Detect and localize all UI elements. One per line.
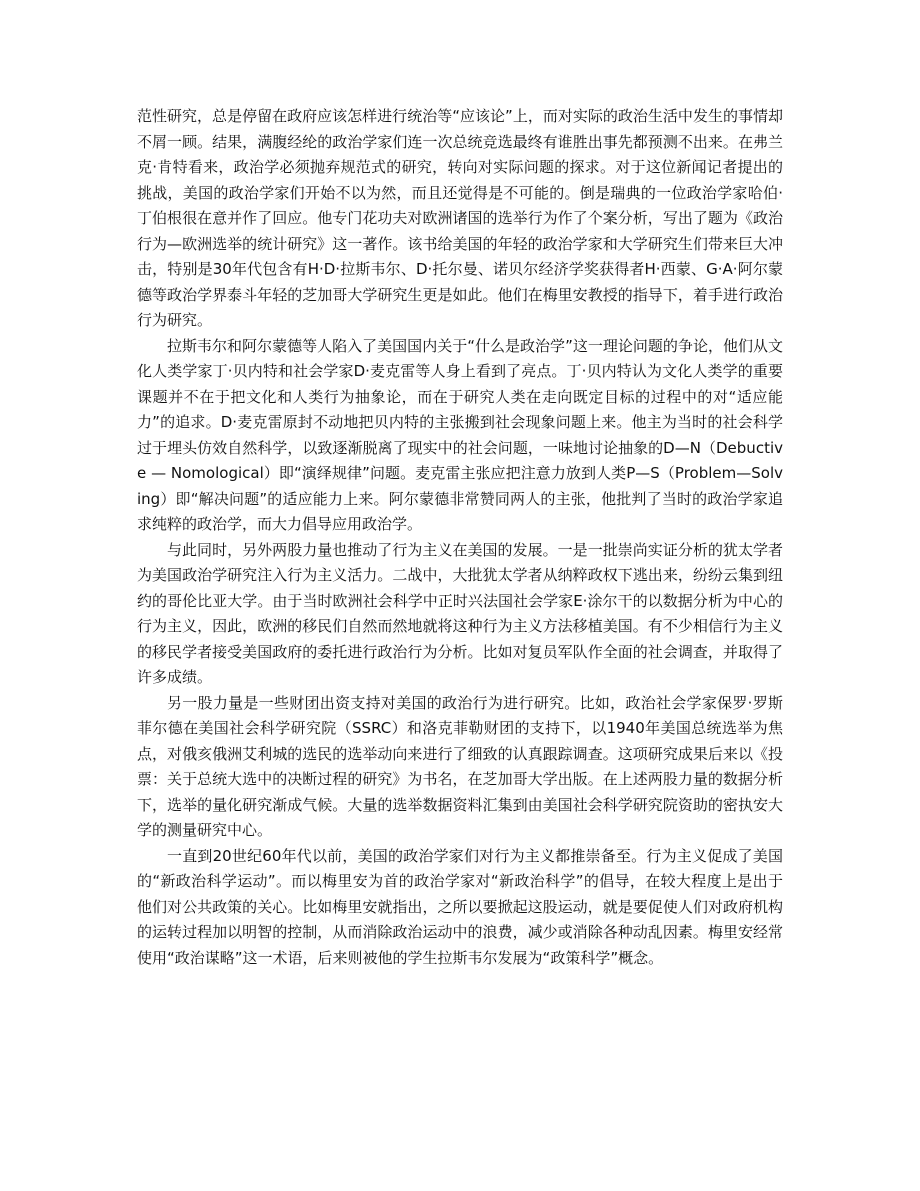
paragraph-continuation: 范性研究，总是停留在政府应该怎样进行统治等“应该论”上，而对实际的政治生活中发生的事情却不屑一顾。结果，满腹经纶的政治学家们连一次总统竞选最终有谁胜出事先都预测不出来。在弗兰克·肯特看来，政治学必须抛弃规范式的研究，转向对实际问题的探求。对于这位新闻记者提出的挑战，美国的政治学家们开始不以为然，而且还觉得是不可能的。倒是瑞典的一位政治学家哈伯·丁伯根很在意并作了回应。他专门花功夫对欧洲诸国的选举行为作了个案分析，写出了题为《政治行为—欧洲选举的统计研究》这一著作。该书给美国的年轻的政治学家和大学研究生们带来巨大冲击，特别是30年代包含有H·D·拉斯韦尔、D·托尔曼、诺贝尔经济学奖获得者H·西蒙、G·A·阿尔蒙德等政治学界泰斗年轻的芝加哥大学研究生更是如此。他们在梅里安教授的指导下，着手进行政治行为研究。 xyxy=(137,107,783,329)
paragraph-new-political-science: 一直到20世纪60年代以前，美国的政治学家们对行为主义都推崇备至。行为主义促成了美国的“新政治科学运动”。而以梅里安为首的政治学家对“新政治科学”的倡导，在较大程度上是出于他们对公共政策的关心。比如梅里安就指出，之所以要掀起这股运动，就是要促使人们对政府机构的运转过程加以明智的控制，从而消除政治运动中的浪费，减少或消除各种动乱因素。梅里安经常使用“政治谋略”这一术语，后来则被他的学生拉斯韦尔发展为“政策科学”概念。 xyxy=(137,846,783,967)
paragraph-foundations: 另一股力量是一些财团出资支持对美国的政治行为进行研究。比如，政治社会学家保罗·罗斯菲尔德在美国社会科学研究院（SSRC）和洛克菲勒财团的支持下，以1940年美国总统选举为焦点，对俄亥俄洲艾利城的选民的选举动向来进行了细致的认真跟踪调查。这项研究成果后来以《投票：关于总统大选中的决断过程的研究》为书名，在芝加哥大学出版。在上述两股力量的数据分析下，选举的量化研究渐成气候。大量的选举数据资料汇集到由美国社会科学研究院资助的密执安大学的测量研究中心。 xyxy=(137,693,783,839)
paragraph-lasswell-almond: 拉斯韦尔和阿尔蒙德等人陷入了美国国内关于“什么是政治学”这一理论问题的争论，他们从文化人类学家丁·贝内特和社会学家D·麦克雷等人身上看到了亮点。丁·贝内特认为文化人类学的重要课题并不在于把文化和人类行为抽象论，而在于研究人类在走向既定目标的过程中的对“适应能力”的追求。D·麦克雷原封不动地把贝内特的主张搬到社会现象问题上来。他主为当时的社会科学过于埋头仿效自然科学，以致逐渐脱离了现实中的社会问题，一味地讨论抽象的D—N（Debuctive — Nomological）即“演绎规律”问题。麦克雷主张应把注意力放到人类P—S（Problem—Solving）即“解决问题”的适应能力上来。阿尔蒙德非常赞同两人的主张，他批判了当时的政治学家追求纯粹的政治学，而大力倡导应用政治学。 xyxy=(137,336,783,533)
document-body xyxy=(137,104,783,971)
paragraph-jewish-scholars: 与此同时，另外两股力量也推动了行为主义在美国的发展。一是一批崇尚实证分析的犹太学者为美国政治学研究注入行为主义活力。二战中，大批犹太学者从纳粹政权下逃出来，纷纷云集到纽约的哥伦比亚大学。由于当时欧洲社会科学中正时兴法国社会学家E·涂尔干的以数据分析为中心的行为主义，因此，欧洲的移民们自然而然地就将这种行为主义方法移植美国。有不少相信行为主义的移民学者接受美国政府的委托进行政治行为分析。比如对复员军队作全面的社会调查，并取得了许多成绩。 xyxy=(137,540,783,686)
